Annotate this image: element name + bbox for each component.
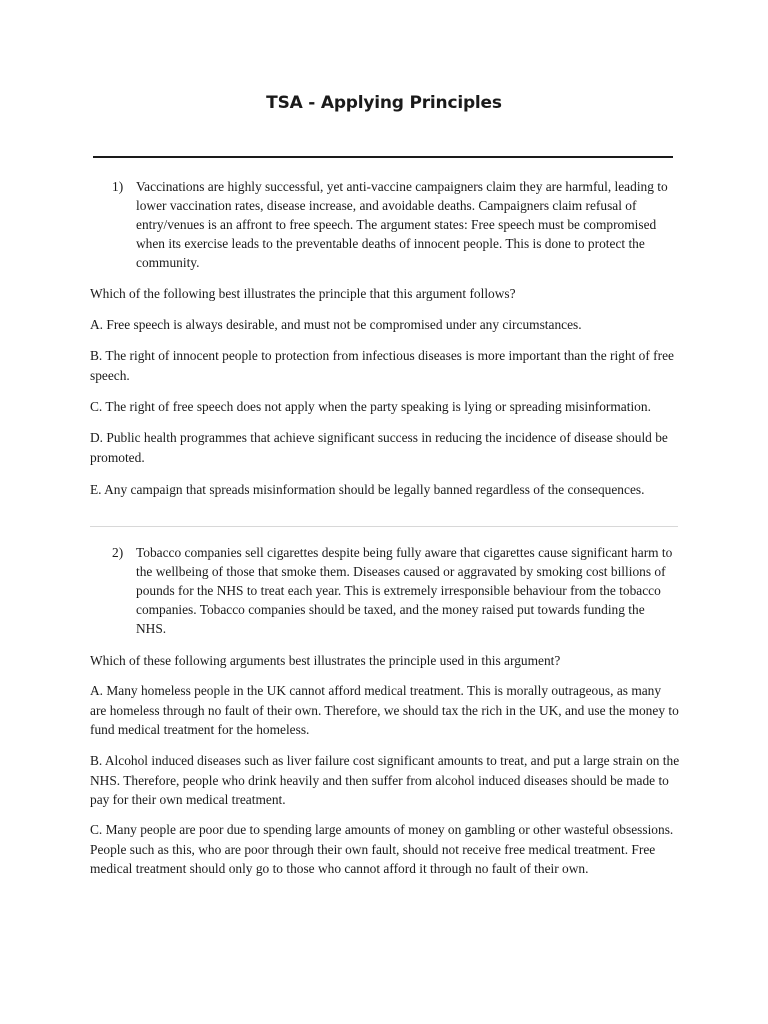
question-1-option-c: C. The right of free speech does not apply when the party speaking is lying or spreading misinformation. [90, 399, 651, 414]
question-1-option-d: D. Public health programmes that achieve significant success in reducing the incidence of disease should be promoted. [90, 430, 668, 465]
document-title: TSA - Applying Principles [266, 93, 502, 113]
question-2-option-b: B. Alcohol induced diseases such as liver failure cost significant amounts to treat, and put a large strain on the NHS. Therefore, people who drink heavily and then suffer from alcohol induced diseases should be made to pay for their own medical treatment. [90, 753, 680, 807]
question-2-stem [112, 543, 676, 638]
question-2-text: Tobacco companies sell cigarettes despite being fully aware that cigarettes cause significant harm to the wellbeing of those that smoke them. Diseases caused or aggravated by smoking cost billions of pounds for the NHS to treat each year. This is extremely irresponsible behaviour from the tobacco companies. Tobacco companies should be taxed, and the money raised put towards funding the NHS. [136, 545, 673, 636]
question-1-stem [112, 177, 676, 272]
title-underline [93, 156, 673, 158]
question-1-option-a: A. Free speech is always desirable, and must not be compromised under any circumstances. [90, 317, 582, 332]
question-2-number: 2) [112, 545, 124, 560]
question-1-number: 1) [112, 179, 124, 194]
section-divider [90, 526, 678, 527]
question-2-prompt: Which of these following arguments best illustrates the principle used in this argument? [90, 653, 561, 668]
question-1-prompt: Which of the following best illustrates the principle that this argument follows? [90, 286, 516, 301]
question-1-option-b: B. The right of innocent people to protection from infectious diseases is more important than the right of free speech. [90, 348, 674, 383]
question-2-option-c: C. Many people are poor due to spending large amounts of money on gambling or other wasteful obsessions. People such as this, who are poor through their own fault, should not receive free medical treatment. Free medical treatment should only go to those who cannot afford it through no fault of their own. [90, 822, 674, 876]
question-2-option-a: A. Many homeless people in the UK cannot afford medical treatment. This is morally outrageous, as many are homeless through no fault of their own. Therefore, we should tax the rich in the UK, and use the money to fund medical treatment for the homeless. [90, 683, 679, 737]
question-1-text: Vaccinations are highly successful, yet anti-vaccine campaigners claim they are harmful, leading to lower vaccination rates, disease increase, and avoidable deaths. Campaigners claim refusal of entry/venues is an affront to free speech. The argument states: Free speech must be compromised when its exercise leads to the preventable deaths of innocent people. This is done to protect the community. [136, 179, 668, 270]
question-1-option-e: E. Any campaign that spreads misinformation should be legally banned regardless of the consequences. [90, 482, 645, 497]
